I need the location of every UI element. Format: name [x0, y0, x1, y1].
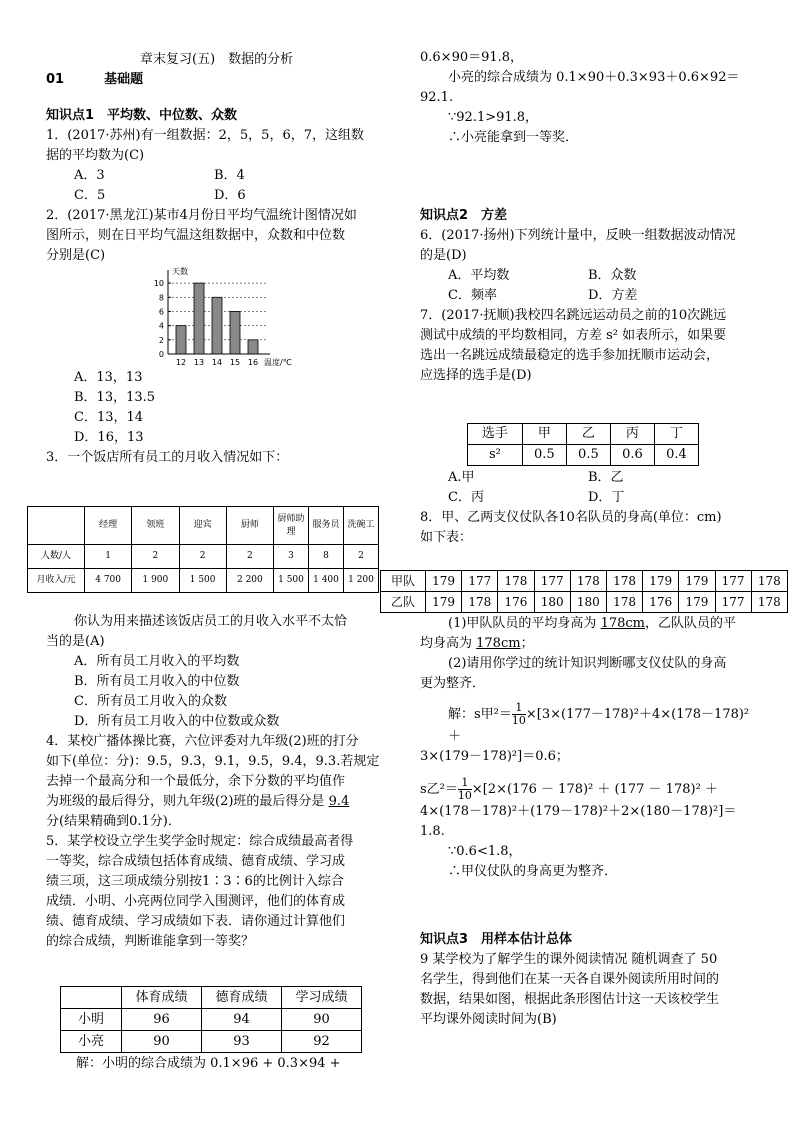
table-cell: 178	[751, 571, 787, 592]
x-tick-label: 16	[247, 358, 259, 367]
table-cell: 179	[643, 571, 679, 592]
table-cell: 179	[679, 571, 715, 592]
table-cell: 176	[498, 592, 534, 613]
y-tick-label: 6	[158, 307, 164, 317]
section-number: 01	[46, 72, 65, 87]
right-column-mid: A.甲 B．乙 C．丙 D．丁 8．甲、乙两支仪仗队各10名队员的身高(单位：cm) 如下表：	[420, 470, 722, 545]
q2-option-a: A．13，13	[74, 370, 143, 385]
table-cell: 178	[570, 571, 606, 592]
table-row: 选手 甲 乙 丙 丁	[468, 424, 699, 445]
table-cell: 178	[606, 571, 642, 592]
table-cell: 180	[534, 592, 570, 613]
table-cell: 177	[715, 571, 751, 592]
table-row	[381, 571, 788, 592]
table-row: 小亮 90 93 92	[61, 1031, 362, 1053]
question-9: 9 某学校为了解学生的课外阅读情况 随机调查了 50 名学生，得到他们在某一天各自课外阅读所用时间的 数据，结果如图，根据此条形图估计这一天该校学生 平均课外阅读时间为(B)	[420, 952, 720, 1027]
y-tick-label: 4	[158, 321, 164, 331]
left-column-lower: 你认为用来描述该饭店员工的月收入水平不太恰 当的是(A) A．所有员工月收入的平均数 B．所有员工月收入的中位数 C．所有员工月收入的众数 D．所有员工月收入的中位数或众数 4．某校广播体操比赛，六位评委对九年级(2)班的打分 如下(单位：分)：9.5，9.3，9.1，9.5，9.4，9.3.若规定 去掉一个最高分和一个最低分，余下分数的平均值作 为班级的最后得分，则九年级(2)班的最后得分是 9.4 分(结果精确到0.1分)． 5．某学校设立学生奖学金时规定：综合成绩最高者得 一等奖，综合成绩包括体育成绩、德育成绩、学习成 绩三项，这三项成绩分别按1∶3∶6的比例计入综合 成绩．小明、小亮两位同学入围测评，他们的体育成 绩、德育成绩、学习成绩如下表．请你通过计算他们 的综合成绩，判断谁能拿到一等奖？	[46, 612, 386, 952]
q2-option-b: B．13，13.5	[74, 390, 156, 405]
table-row: 人数/人 1 2 2 2 3 8 2	[28, 545, 379, 569]
x-tick-label: 15	[229, 358, 241, 367]
q5-solution-start: 解：小明的综合成绩为 0.1×96 + 0.3×94 +	[76, 1056, 341, 1071]
knowledge-point-3: 知识点3 用样本估计总体	[420, 932, 573, 947]
question-2: 2．(2017·黑龙江)某市4月份日平均气温统计图情况如 图所示，则在日平均气温这组数据中，众数和中位数 分别是(C) 0 2 4 6 8 10 12 13 14 15 16 天数 温度/℃ A．13，13 B．13，13.5 C．13，14 D．16，13	[46, 206, 386, 448]
q8-answer-a: 178cm	[600, 616, 645, 631]
q3-option-d: D．所有员工月收入的中位数或众数	[74, 714, 280, 729]
bar	[248, 340, 258, 354]
q4-answer: 9.4	[328, 794, 350, 809]
table-cell: 177	[715, 592, 751, 613]
question-6: 6．(2017·扬州)下列统计量中，反映一组数据波动情况 的是(D) A．平均数 B．众数 C．频率 D．方差	[420, 228, 736, 303]
table-cell: 177	[462, 571, 498, 592]
q8-answer-b: 178cm	[476, 636, 521, 651]
right-column-lower: (1)甲队队员的平均身高为 178cm，乙队队员的平 均身高为 178cm； (2)请用你学过的统计知识判断哪支仪仗队的身高 更为整齐． 解：s甲²＝ $\frac{1}{10}$ ×[3×(177－178)²＋4×(178－178)²＋ 3×(179－178)²]＝0.6； s乙²＝ $\frac{1}{10}$ ×[2×(176 － 178)² ＋ (177 － 178)² ＋ 4×(178－178)²＋(179－178)²＋2×(180－178)²]＝1.8. ∵0.6<1.8， ∴甲仪仗队的身高更为整齐． 知识点3 用样本估计总体 9 某学校为了解学生的课外阅读情况 随机调查了 50 名学生，得到他们在某一天各自课外阅读所用时间的 数据，结果如图，根据此条形图估计这一天该校学生 平均课外阅读时间为(B)	[420, 614, 760, 1030]
knowledge-point-2: 知识点2 方差	[420, 208, 508, 223]
row-header: 甲队	[381, 571, 426, 592]
bar	[212, 297, 222, 354]
variance-table	[467, 423, 699, 466]
y-tick-label: 0	[158, 350, 164, 359]
table-row: 经理 领班 迎宾 厨师 厨师助理 服务员 洗碗工	[28, 507, 379, 545]
y-tick-label: 8	[158, 293, 164, 303]
table-cell: 179	[679, 592, 715, 613]
table-row: s² 0.5 0.5 0.6 0.4	[468, 445, 699, 466]
table-row: 月收入/元 4 700 1 900 1 500 2 200 1 500 1 400 1 200	[28, 569, 379, 593]
row-header: 乙队	[381, 592, 426, 613]
table-row: 小明 96 94 90	[61, 1009, 362, 1031]
bar	[194, 283, 204, 354]
x-tick-label: 12	[175, 358, 187, 367]
income-table	[27, 506, 379, 593]
scores-table	[60, 986, 362, 1053]
y-axis-label: 天数	[172, 267, 188, 276]
q3-option-b: B．所有员工月收入的中位数	[74, 674, 240, 689]
bar	[230, 311, 240, 354]
height-table	[380, 570, 788, 613]
question-4: 4．某校广播体操比赛，六位评委对九年级(2)班的打分 如下(单位：分)：9.5，9.3，9.1，9.5，9.4，9.3.若规定 去掉一个最高分和一个最低分，余下分数的平均值作 为班级的最后得分，则九年级(2)班的最后得分是 9.4 分(结果精确到0.1分)．	[46, 734, 380, 829]
table-cell: 179	[426, 592, 462, 613]
table-cell: 176	[643, 592, 679, 613]
q3-option-c: C．所有员工月收入的众数	[74, 694, 227, 709]
temperature-bar-chart	[146, 266, 306, 368]
q3-option-a: A．所有员工月收入的平均数	[74, 654, 240, 669]
table-cell: 178	[462, 592, 498, 613]
section-title: 基础题	[104, 72, 144, 87]
table-row	[381, 592, 788, 613]
question-5: 5．某学校设立学生奖学金时规定：综合成绩最高者得 一等奖，综合成绩包括体育成绩、德育成绩、学习成 绩三项，这三项成绩分别按1∶3∶6的比例计入综合 成绩．小明、小亮两位同学入围测评，他们的体育成 绩、德育成绩、学习成绩如下表．请你通过计算他们 的综合成绩，判断谁能拿到一等奖？	[46, 834, 354, 949]
bar	[176, 326, 186, 354]
table-cell: 178	[606, 592, 642, 613]
q2-option-c: C．13，14	[74, 410, 144, 425]
table-cell: 178	[498, 571, 534, 592]
q2-option-d: D．16，13	[74, 430, 144, 445]
y-tick-label: 10	[153, 279, 164, 289]
x-axis-label: 温度/℃	[264, 358, 292, 367]
fraction-1-10-b: $\frac{1}{10}$	[457, 776, 472, 802]
x-tick-label: 14	[211, 358, 223, 367]
fraction-1-10: $\frac{1}{10}$	[511, 701, 526, 727]
table-cell: 180	[570, 592, 606, 613]
table-cell: 178	[751, 592, 787, 613]
y-tick-label: 2	[158, 335, 164, 345]
x-tick-label: 13	[193, 358, 205, 367]
table-row: 体育成绩 德育成绩 学习成绩	[61, 987, 362, 1009]
table-cell: 179	[426, 571, 462, 592]
question-7: 7．(2017·抚顺)我校四名跳远运动员之前的10次跳远 测试中成绩的平均数相同，方差 s² 如表所示，如果要 选出一名跳远成绩最稳定的选手参加抚顺市运动会， 应选择的选手是(D)	[420, 308, 727, 383]
question-1: 1．(2017·苏州)有一组数据：2，5，5，6，7，这组数 据的平均数为(C) A．3 B．4 C．5 D．6	[46, 128, 364, 203]
table-cell: 177	[534, 571, 570, 592]
right-column: 0.6×90＝91.8， 小亮的综合成绩为 0.1×90＋0.3×93＋0.6×92＝ 92.1. ∵92.1>91.8， ∴小亮能拿到一等奖． 知识点2 方差 6．(2017·扬州)下列统计量中，反映一组数据波动情况 的是(D) A．平均数 B．众数 C．频率 D．方差 7．(2017·抚顺)我校四名跳远运动员之前的10次跳远 测试中成绩的平均数相同，方差 s² 如表所示，如果要 选出一名跳远成绩最稳定的选手参加抚顺市运动会， 应选择的选手是(D)	[420, 48, 760, 386]
left-column	[46, 70, 386, 468]
knowledge-point-1: 知识点1 平均数、中位数、众数	[46, 108, 238, 123]
page-title: 章末复习(五) 数据的分析	[140, 52, 294, 67]
question-3-stem: 3．一个饭店所有员工的月收入情况如下：	[46, 450, 289, 465]
